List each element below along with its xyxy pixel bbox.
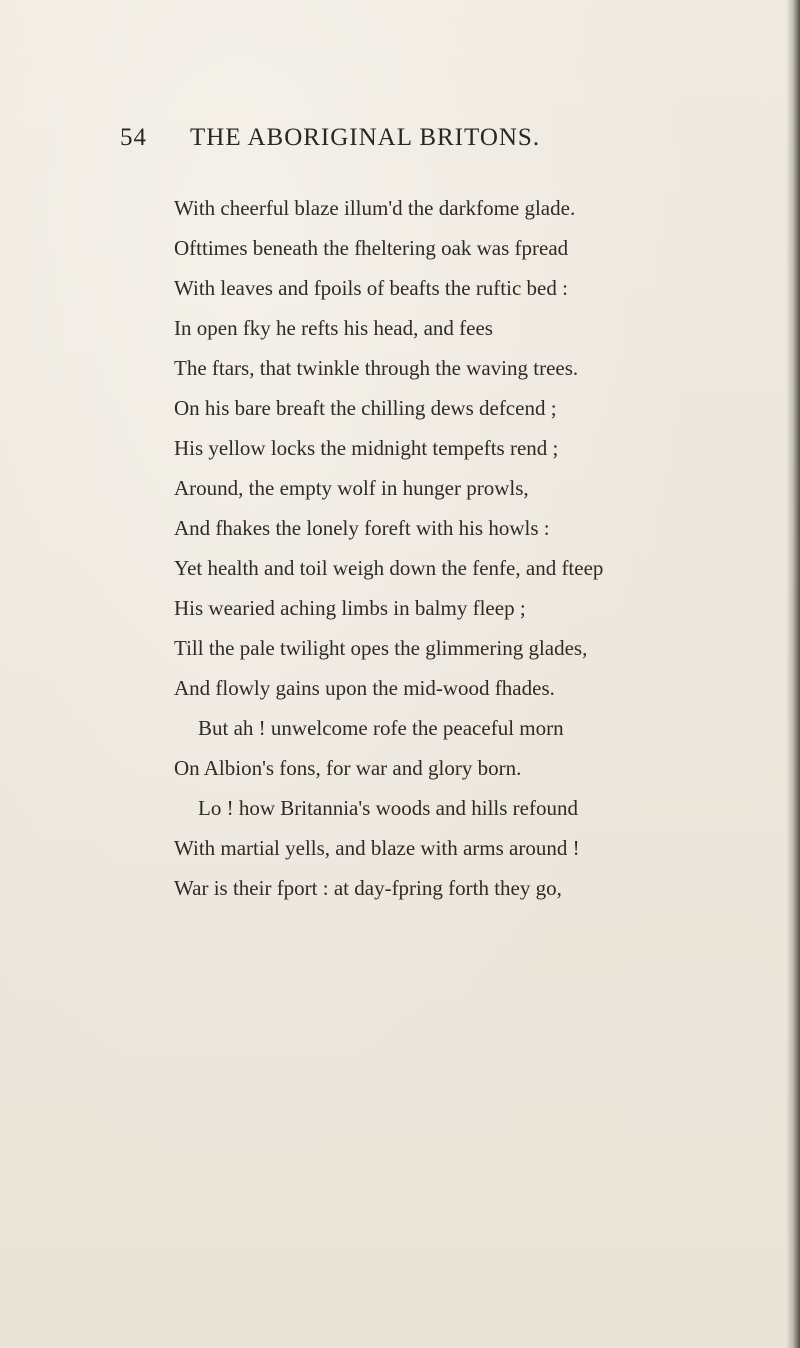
poem-line: His wearied aching limbs in balmy fleep ; [174,596,526,620]
poem-line: War is their fport : at day-fpring forth they go, [174,876,562,900]
running-title: THE ABORIGINAL BRITONS. [190,124,541,151]
poem-line: On Albion's fons, for war and glory born. [174,756,522,780]
poem-line: With martial yells, and blaze with arms around ! [174,836,580,860]
poem-line: Yet health and toil weigh down the fenfe, and fteep [174,556,604,580]
poem-line: Ofttimes beneath the fheltering oak was fpread [174,236,569,260]
poem-line: And flowly gains upon the mid-wood fhades. [174,676,555,700]
poem-line: In open fky he refts his head, and fees [174,316,493,340]
poem-line: With leaves and fpoils of beafts the ruftic bed : [174,276,568,300]
poem-line: His yellow locks the midnight tempefts rend ; [174,436,559,460]
poem-line: But ah ! unwelcome rofe the peaceful morn [198,716,564,740]
poem-line: On his bare breaft the chilling dews defcend ; [174,396,557,420]
poem-line: Lo ! how Britannia's woods and hills refound [198,796,578,820]
poem-line: Till the pale twilight opes the glimmering glades, [174,636,588,660]
poem-line: With cheerful blaze illum'd the darkfome glade. [174,196,576,220]
poem-line: And fhakes the lonely foreft with his howls : [174,516,550,540]
poem-line: The ftars, that twinkle through the waving trees. [174,356,579,380]
page-number: 54 [120,124,147,151]
poem-line: Around, the empty wolf in hunger prowls, [174,476,529,500]
